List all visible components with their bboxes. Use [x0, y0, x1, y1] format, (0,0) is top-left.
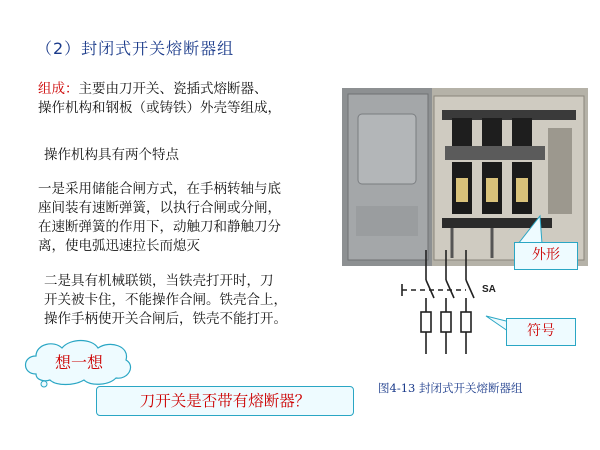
- point-two-paragraph: [44, 272, 344, 329]
- composition-line-2: 操作机构和钢板（或铸铁）外壳等组成，: [38, 100, 281, 116]
- features-heading: 操作机构具有两个特点: [44, 147, 179, 163]
- point-one-line: 在速断弹簧的作用下，动触刀和静触刀分: [38, 219, 281, 235]
- composition-text: 主要由刀开关、瓷插式熔断器、: [78, 81, 268, 97]
- composition-line-1: [38, 80, 338, 99]
- point-two-line: 二是具有机械联锁，当铁壳打开时，刀: [44, 273, 274, 289]
- question-box: 刀开关是否带有熔断器？: [96, 386, 354, 416]
- callout-appearance: 外形: [514, 242, 578, 270]
- point-one-line: 一是采用储能合闸方式，在手柄转轴与底: [38, 181, 281, 197]
- symbol-label: SA: [482, 284, 496, 295]
- point-one-paragraph: [38, 180, 342, 256]
- page-title: （2）封闭式开关熔断器组: [36, 39, 235, 58]
- point-one-line: 离，使电弧迅速拉长而熄灭: [38, 238, 200, 254]
- point-one-line: 座间装有速断弹簧，以执行合闸或分闸，: [38, 200, 281, 216]
- callout-symbol: 符号: [506, 318, 576, 346]
- point-two-line: 开关被卡住，不能操作合闸。铁壳合上，: [44, 292, 287, 308]
- point-two-line: 操作手柄使开关合闸后，铁壳不能打开。: [44, 311, 287, 327]
- composition-label: 组成: [38, 81, 65, 97]
- figure-caption: 图4-13 封闭式开关熔断器组: [378, 381, 523, 395]
- composition-paragraph: [38, 80, 338, 118]
- composition-colon: ：: [65, 81, 79, 97]
- think-label: 想一想: [54, 353, 103, 372]
